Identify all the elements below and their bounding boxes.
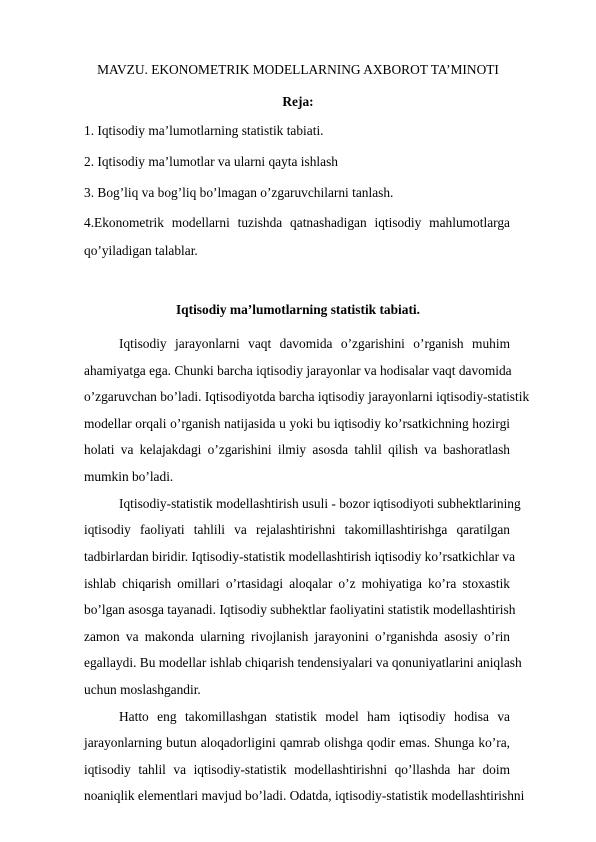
paragraph-line: bo’lgan asosga tayanadi. Iqtisodiy subhektlar faoliyatini statistik modellashtirish [84,602,516,617]
paragraph-line: iqtisodiy faoliyati tahlili va rejalashtirishni takomillashtirishga qaratilgan [84,522,510,537]
document-title: MAVZU. EKONOMETRIK MODELLARNING AXBOROT TA’MINOTI [97,62,499,77]
plan-item: 2. Iqtisodiy ma’lumotlar va ularni qayta ishlash [84,154,338,169]
plan-item: 4.Ekonometrik modellarni tuzishda qatnashadigan iqtisodiy mahlumotlarga [84,215,510,230]
paragraph-line: Hatto eng takomillashgan statistik model ham iqtisodiy hodisa va [119,709,510,724]
section-heading: Iqtisodiy ma’lumotlarning statistik tabiati. [175,302,421,317]
paragraph-line: zamon va makonda ularning rivojlanish jarayonini o’rganishda asosiy o’rin [84,629,510,644]
paragraph-line: jarayonlarning butun aloqadorligini qamrab olishga qodir emas. Shunga ko’ra, [84,735,510,750]
plan-heading: Reja: [282,94,314,109]
paragraph-line: tadbirlardan biridir. Iqtisodiy-statistik modellashtirish iqtisodiy ko’rsatkichlar va [84,549,516,564]
plan-item-continuation: qo’yiladigan talablar. [84,243,198,258]
paragraph-line: Iqtisodiy jarayonlarni vaqt davomida o’zgarishini o’rganish muhim [119,336,510,351]
paragraph-line: o’zgaruvchan bo’ladi. Iqtisodiyotda barcha iqtisodiy jarayonlarni iqtisodiy-statistik [84,389,530,404]
paragraph-line: egallaydi. Bu modellar ishlab chiqarish tendensiyalari va qonuniyatlarini aniqlash [84,655,522,670]
paragraph-line: ahamiyatga ega. Chunki barcha iqtisodiy jarayonlar va hodisalar vaqt davomida [84,363,512,378]
paragraph-line: Iqtisodiy-statistik modellashtirish usuli - bozor iqtisodiyoti subhektlarining [119,496,521,511]
paragraph-line: holati va kelajakdagi o’zgarishini ilmiy asosda tahlil qilish va bashoratlash [84,442,510,457]
paragraph-line: noaniqlik elementlari mavjud bo’ladi. Odatda, iqtisodiy-statistik modellashtirishni [84,788,525,803]
plan-item: 1. Iqtisodiy ma’lumotlarning statistik tabiati. [84,123,324,138]
paragraph-line: uchun moslashgandir. [84,682,201,697]
paragraph-line: ishlab chiqarish omillari o’rtasidagi aloqalar o’z mohiyatiga ko’ra stoxastik [84,576,510,591]
paragraph-line: modellar orqali o’rganish natijasida u yoki bu iqtisodiy ko’rsatkichning hozirgi [84,416,510,431]
plan-item: 3. Bog’liq va bog’liq bo’lmagan o’zgaruvchilarni tanlash. [84,185,394,200]
paragraph-line: iqtisodiy tahlil va iqtisodiy-statistik modellashtirishni qo’llashda har doim [84,762,510,777]
paragraph-line: mumkin bo’ladi. [84,469,174,484]
